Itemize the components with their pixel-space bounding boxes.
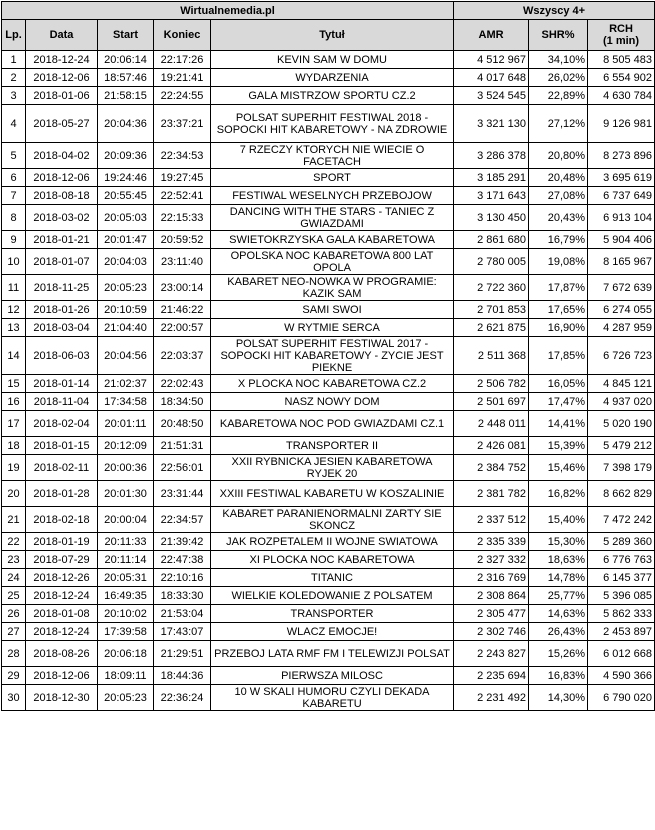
row-lp: 7 bbox=[2, 187, 26, 205]
row-title: W RYTMIE SERCA bbox=[211, 319, 454, 337]
row-end: 22:47:38 bbox=[154, 551, 211, 569]
row-end: 20:48:50 bbox=[154, 411, 211, 437]
row-amr: 2 511 368 bbox=[454, 337, 529, 375]
row-lp: 16 bbox=[2, 393, 26, 411]
row-title: TITANIC bbox=[211, 569, 454, 587]
row-date: 2018-12-06 bbox=[26, 667, 98, 685]
row-shr: 14,78% bbox=[529, 569, 588, 587]
table-row bbox=[2, 605, 655, 623]
row-end: 18:34:50 bbox=[154, 393, 211, 411]
row-title: SPORT bbox=[211, 169, 454, 187]
table-row bbox=[2, 551, 655, 569]
table-row bbox=[2, 455, 655, 481]
row-shr: 17,47% bbox=[529, 393, 588, 411]
row-end: 22:17:26 bbox=[154, 51, 211, 69]
table-row bbox=[2, 51, 655, 69]
row-title: KABARETOWA NOC POD GWIAZDAMI CZ.1 bbox=[211, 411, 454, 437]
row-amr: 2 384 752 bbox=[454, 455, 529, 481]
table-row bbox=[2, 641, 655, 667]
col-start: Start bbox=[98, 20, 154, 51]
table-row bbox=[2, 507, 655, 533]
row-lp: 3 bbox=[2, 87, 26, 105]
row-amr: 2 501 697 bbox=[454, 393, 529, 411]
row-title: 10 W SKALI HUMORU CZYLI DEKADA KABARETU bbox=[211, 685, 454, 711]
row-shr: 16,05% bbox=[529, 375, 588, 393]
row-end: 21:39:42 bbox=[154, 533, 211, 551]
row-date: 2018-05-27 bbox=[26, 105, 98, 143]
row-start: 20:06:14 bbox=[98, 51, 154, 69]
row-shr: 15,30% bbox=[529, 533, 588, 551]
row-rch: 7 672 639 bbox=[588, 275, 655, 301]
row-title: X PLOCKA NOC KABARETOWA CZ.2 bbox=[211, 375, 454, 393]
row-end: 18:33:30 bbox=[154, 587, 211, 605]
row-start: 20:01:11 bbox=[98, 411, 154, 437]
row-date: 2018-01-07 bbox=[26, 249, 98, 275]
table-row bbox=[2, 301, 655, 319]
row-shr: 17,87% bbox=[529, 275, 588, 301]
row-date: 2018-02-04 bbox=[26, 411, 98, 437]
row-shr: 27,08% bbox=[529, 187, 588, 205]
row-rch: 8 273 896 bbox=[588, 143, 655, 169]
row-amr: 3 171 643 bbox=[454, 187, 529, 205]
row-rch: 6 913 104 bbox=[588, 205, 655, 231]
row-start: 20:04:56 bbox=[98, 337, 154, 375]
row-amr: 3 185 291 bbox=[454, 169, 529, 187]
row-start: 20:05:31 bbox=[98, 569, 154, 587]
row-date: 2018-04-02 bbox=[26, 143, 98, 169]
table-row bbox=[2, 337, 655, 375]
row-date: 2018-06-03 bbox=[26, 337, 98, 375]
row-amr: 2 701 853 bbox=[454, 301, 529, 319]
row-lp: 12 bbox=[2, 301, 26, 319]
row-start: 20:10:59 bbox=[98, 301, 154, 319]
row-start: 20:04:36 bbox=[98, 105, 154, 143]
row-amr: 2 243 827 bbox=[454, 641, 529, 667]
row-lp: 8 bbox=[2, 205, 26, 231]
row-rch: 5 479 212 bbox=[588, 437, 655, 455]
row-date: 2018-12-30 bbox=[26, 685, 98, 711]
row-date: 2018-12-24 bbox=[26, 623, 98, 641]
row-amr: 2 327 332 bbox=[454, 551, 529, 569]
row-rch: 5 396 085 bbox=[588, 587, 655, 605]
row-date: 2018-01-28 bbox=[26, 481, 98, 507]
row-amr: 3 524 545 bbox=[454, 87, 529, 105]
row-date: 2018-12-24 bbox=[26, 587, 98, 605]
row-lp: 13 bbox=[2, 319, 26, 337]
col-rch-sub: (1 min) bbox=[603, 35, 640, 47]
row-title: POLSAT SUPERHIT FESTIWAL 2018 - SOPOCKI HIT KABARETOWY - NA ZDROWIE bbox=[211, 105, 454, 143]
row-date: 2018-01-14 bbox=[26, 375, 98, 393]
table-row bbox=[2, 393, 655, 411]
row-date: 2018-12-26 bbox=[26, 569, 98, 587]
row-lp: 18 bbox=[2, 437, 26, 455]
row-shr: 16,83% bbox=[529, 667, 588, 685]
table-row bbox=[2, 169, 655, 187]
row-date: 2018-12-06 bbox=[26, 69, 98, 87]
row-end: 23:00:14 bbox=[154, 275, 211, 301]
row-start: 20:01:30 bbox=[98, 481, 154, 507]
row-title: TRANSPORTER II bbox=[211, 437, 454, 455]
row-lp: 5 bbox=[2, 143, 26, 169]
row-amr: 2 780 005 bbox=[454, 249, 529, 275]
header-row-top bbox=[2, 2, 655, 20]
row-end: 22:02:43 bbox=[154, 375, 211, 393]
row-title: DANCING WITH THE STARS - TANIEC Z GWIAZDAMI bbox=[211, 205, 454, 231]
row-date: 2018-03-04 bbox=[26, 319, 98, 337]
row-title: GALA MISTRZOW SPORTU CZ.2 bbox=[211, 87, 454, 105]
row-shr: 14,41% bbox=[529, 411, 588, 437]
row-title: WIELKIE KOLEDOWANIE Z POLSATEM bbox=[211, 587, 454, 605]
row-start: 20:11:14 bbox=[98, 551, 154, 569]
row-date: 2018-03-02 bbox=[26, 205, 98, 231]
table-row bbox=[2, 187, 655, 205]
row-date: 2018-08-26 bbox=[26, 641, 98, 667]
row-rch: 2 453 897 bbox=[588, 623, 655, 641]
row-lp: 1 bbox=[2, 51, 26, 69]
row-end: 22:24:55 bbox=[154, 87, 211, 105]
row-amr: 2 305 477 bbox=[454, 605, 529, 623]
row-shr: 17,65% bbox=[529, 301, 588, 319]
row-shr: 20,48% bbox=[529, 169, 588, 187]
row-amr: 2 335 339 bbox=[454, 533, 529, 551]
row-shr: 14,30% bbox=[529, 685, 588, 711]
row-amr: 4 017 648 bbox=[454, 69, 529, 87]
row-shr: 15,40% bbox=[529, 507, 588, 533]
row-end: 19:21:41 bbox=[154, 69, 211, 87]
table-row bbox=[2, 569, 655, 587]
col-shr: SHR% bbox=[529, 20, 588, 51]
row-rch: 6 790 020 bbox=[588, 685, 655, 711]
row-title: PRZEBOJ LATA RMF FM I TELEWIZJI POLSAT bbox=[211, 641, 454, 667]
row-rch: 8 662 829 bbox=[588, 481, 655, 507]
row-rch: 5 904 406 bbox=[588, 231, 655, 249]
row-lp: 22 bbox=[2, 533, 26, 551]
row-rch: 4 630 784 bbox=[588, 87, 655, 105]
row-date: 2018-01-06 bbox=[26, 87, 98, 105]
row-end: 22:36:24 bbox=[154, 685, 211, 711]
ratings-table bbox=[1, 1, 655, 711]
row-rch: 5 289 360 bbox=[588, 533, 655, 551]
row-lp: 26 bbox=[2, 605, 26, 623]
col-date: Data bbox=[26, 20, 98, 51]
row-shr: 27,12% bbox=[529, 105, 588, 143]
row-amr: 2 235 694 bbox=[454, 667, 529, 685]
row-rch: 6 012 668 bbox=[588, 641, 655, 667]
row-end: 19:27:45 bbox=[154, 169, 211, 187]
row-date: 2018-01-19 bbox=[26, 533, 98, 551]
row-end: 20:59:52 bbox=[154, 231, 211, 249]
row-date: 2018-02-18 bbox=[26, 507, 98, 533]
row-shr: 14,63% bbox=[529, 605, 588, 623]
row-start: 20:05:03 bbox=[98, 205, 154, 231]
table-row bbox=[2, 481, 655, 507]
row-lp: 6 bbox=[2, 169, 26, 187]
row-date: 2018-12-24 bbox=[26, 51, 98, 69]
row-shr: 16,82% bbox=[529, 481, 588, 507]
row-title: KABARET NEO-NOWKA W PROGRAMIE: KAZIK SAM bbox=[211, 275, 454, 301]
row-rch: 6 776 763 bbox=[588, 551, 655, 569]
row-end: 22:15:33 bbox=[154, 205, 211, 231]
row-end: 22:03:37 bbox=[154, 337, 211, 375]
row-rch: 5 020 190 bbox=[588, 411, 655, 437]
row-end: 22:56:01 bbox=[154, 455, 211, 481]
col-lp: Lp. bbox=[2, 20, 26, 51]
row-lp: 25 bbox=[2, 587, 26, 605]
col-title: Tytuł bbox=[211, 20, 454, 51]
table-row bbox=[2, 685, 655, 711]
row-rch: 6 274 055 bbox=[588, 301, 655, 319]
row-amr: 2 308 864 bbox=[454, 587, 529, 605]
row-shr: 17,85% bbox=[529, 337, 588, 375]
row-shr: 34,10% bbox=[529, 51, 588, 69]
row-lp: 28 bbox=[2, 641, 26, 667]
table-row bbox=[2, 105, 655, 143]
row-title: TRANSPORTER bbox=[211, 605, 454, 623]
row-shr: 20,43% bbox=[529, 205, 588, 231]
row-shr: 20,80% bbox=[529, 143, 588, 169]
row-amr: 2 231 492 bbox=[454, 685, 529, 711]
row-rch: 4 937 020 bbox=[588, 393, 655, 411]
table-row bbox=[2, 623, 655, 641]
row-start: 20:10:02 bbox=[98, 605, 154, 623]
table-row bbox=[2, 69, 655, 87]
row-lp: 2 bbox=[2, 69, 26, 87]
row-end: 21:53:04 bbox=[154, 605, 211, 623]
row-amr: 2 861 680 bbox=[454, 231, 529, 249]
table-row bbox=[2, 437, 655, 455]
row-end: 18:44:36 bbox=[154, 667, 211, 685]
row-rch: 4 590 366 bbox=[588, 667, 655, 685]
row-title: XI PLOCKA NOC KABARETOWA bbox=[211, 551, 454, 569]
source-header: Wirtualnemedia.pl bbox=[2, 2, 454, 20]
row-start: 17:39:58 bbox=[98, 623, 154, 641]
row-amr: 3 321 130 bbox=[454, 105, 529, 143]
row-shr: 26,43% bbox=[529, 623, 588, 641]
row-end: 22:00:57 bbox=[154, 319, 211, 337]
row-shr: 18,63% bbox=[529, 551, 588, 569]
row-shr: 19,08% bbox=[529, 249, 588, 275]
row-rch: 7 472 242 bbox=[588, 507, 655, 533]
row-shr: 15,39% bbox=[529, 437, 588, 455]
row-lp: 4 bbox=[2, 105, 26, 143]
row-amr: 2 381 782 bbox=[454, 481, 529, 507]
row-end: 17:43:07 bbox=[154, 623, 211, 641]
row-start: 19:24:46 bbox=[98, 169, 154, 187]
row-start: 16:49:35 bbox=[98, 587, 154, 605]
row-date: 2018-12-06 bbox=[26, 169, 98, 187]
header-row-columns bbox=[2, 20, 655, 51]
table-row bbox=[2, 205, 655, 231]
row-rch: 3 695 619 bbox=[588, 169, 655, 187]
row-lp: 27 bbox=[2, 623, 26, 641]
row-lp: 19 bbox=[2, 455, 26, 481]
row-shr: 25,77% bbox=[529, 587, 588, 605]
row-start: 20:12:09 bbox=[98, 437, 154, 455]
table-body bbox=[2, 51, 655, 711]
row-rch: 6 726 723 bbox=[588, 337, 655, 375]
table-row bbox=[2, 533, 655, 551]
row-start: 20:06:18 bbox=[98, 641, 154, 667]
row-amr: 2 337 512 bbox=[454, 507, 529, 533]
row-end: 22:10:16 bbox=[154, 569, 211, 587]
row-lp: 21 bbox=[2, 507, 26, 533]
row-lp: 14 bbox=[2, 337, 26, 375]
row-rch: 8 505 483 bbox=[588, 51, 655, 69]
row-title: KABARET PARANIENORMALNI ZARTY SIE SKONCZ bbox=[211, 507, 454, 533]
row-title: KEVIN SAM W DOMU bbox=[211, 51, 454, 69]
row-rch: 9 126 981 bbox=[588, 105, 655, 143]
row-rch: 8 165 967 bbox=[588, 249, 655, 275]
table-row bbox=[2, 411, 655, 437]
row-title: FESTIWAL WESELNYCH PRZEBOJOW bbox=[211, 187, 454, 205]
row-lp: 11 bbox=[2, 275, 26, 301]
row-start: 18:57:46 bbox=[98, 69, 154, 87]
col-end: Koniec bbox=[154, 20, 211, 51]
row-date: 2018-07-29 bbox=[26, 551, 98, 569]
row-title: XXII RYBNICKA JESIEN KABARETOWA RYJEK 20 bbox=[211, 455, 454, 481]
row-title: 7 RZECZY KTORYCH NIE WIECIE O FACETACH bbox=[211, 143, 454, 169]
row-rch: 6 554 902 bbox=[588, 69, 655, 87]
row-title: SWIETOKRZYSKA GALA KABARETOWA bbox=[211, 231, 454, 249]
row-amr: 3 286 378 bbox=[454, 143, 529, 169]
row-amr: 2 302 746 bbox=[454, 623, 529, 641]
row-start: 21:02:37 bbox=[98, 375, 154, 393]
row-start: 18:09:11 bbox=[98, 667, 154, 685]
row-start: 20:00:36 bbox=[98, 455, 154, 481]
row-end: 23:37:21 bbox=[154, 105, 211, 143]
row-date: 2018-01-26 bbox=[26, 301, 98, 319]
row-lp: 24 bbox=[2, 569, 26, 587]
row-rch: 4 845 121 bbox=[588, 375, 655, 393]
row-amr: 2 448 011 bbox=[454, 411, 529, 437]
col-rch bbox=[588, 20, 655, 51]
table-row bbox=[2, 143, 655, 169]
row-end: 22:34:53 bbox=[154, 143, 211, 169]
table-row bbox=[2, 87, 655, 105]
row-rch: 5 862 333 bbox=[588, 605, 655, 623]
row-title: XXIII FESTIWAL KABARETU W KOSZALINIE bbox=[211, 481, 454, 507]
row-start: 21:04:40 bbox=[98, 319, 154, 337]
row-start: 20:55:45 bbox=[98, 187, 154, 205]
table-row bbox=[2, 667, 655, 685]
row-shr: 16,79% bbox=[529, 231, 588, 249]
row-end: 21:51:31 bbox=[154, 437, 211, 455]
row-amr: 3 130 450 bbox=[454, 205, 529, 231]
row-rch: 6 737 649 bbox=[588, 187, 655, 205]
row-lp: 10 bbox=[2, 249, 26, 275]
table-row bbox=[2, 231, 655, 249]
row-title: PIERWSZA MILOSC bbox=[211, 667, 454, 685]
row-title: JAK ROZPETALEM II WOJNE SWIATOWA bbox=[211, 533, 454, 551]
table-row bbox=[2, 275, 655, 301]
row-date: 2018-08-18 bbox=[26, 187, 98, 205]
row-start: 20:05:23 bbox=[98, 685, 154, 711]
row-title: SAMI SWOI bbox=[211, 301, 454, 319]
row-start: 20:01:47 bbox=[98, 231, 154, 249]
row-amr: 4 512 967 bbox=[454, 51, 529, 69]
row-date: 2018-11-25 bbox=[26, 275, 98, 301]
row-end: 23:11:40 bbox=[154, 249, 211, 275]
row-date: 2018-11-04 bbox=[26, 393, 98, 411]
row-amr: 2 316 769 bbox=[454, 569, 529, 587]
row-lp: 30 bbox=[2, 685, 26, 711]
row-lp: 29 bbox=[2, 667, 26, 685]
row-end: 23:31:44 bbox=[154, 481, 211, 507]
row-end: 21:46:22 bbox=[154, 301, 211, 319]
row-title: WYDARZENIA bbox=[211, 69, 454, 87]
row-shr: 26,02% bbox=[529, 69, 588, 87]
row-lp: 23 bbox=[2, 551, 26, 569]
row-shr: 16,90% bbox=[529, 319, 588, 337]
row-shr: 15,46% bbox=[529, 455, 588, 481]
row-amr: 2 621 875 bbox=[454, 319, 529, 337]
table-row bbox=[2, 587, 655, 605]
row-start: 20:11:33 bbox=[98, 533, 154, 551]
row-date: 2018-01-15 bbox=[26, 437, 98, 455]
row-start: 21:58:15 bbox=[98, 87, 154, 105]
row-start: 20:00:04 bbox=[98, 507, 154, 533]
row-end: 22:52:41 bbox=[154, 187, 211, 205]
row-date: 2018-01-21 bbox=[26, 231, 98, 249]
row-lp: 20 bbox=[2, 481, 26, 507]
row-shr: 15,26% bbox=[529, 641, 588, 667]
row-title: WLACZ EMOCJE! bbox=[211, 623, 454, 641]
col-amr: AMR bbox=[454, 20, 529, 51]
row-rch: 6 145 377 bbox=[588, 569, 655, 587]
row-start: 20:04:03 bbox=[98, 249, 154, 275]
row-start: 20:05:23 bbox=[98, 275, 154, 301]
row-shr: 22,89% bbox=[529, 87, 588, 105]
row-amr: 2 506 782 bbox=[454, 375, 529, 393]
row-lp: 15 bbox=[2, 375, 26, 393]
row-end: 22:34:57 bbox=[154, 507, 211, 533]
row-rch: 7 398 179 bbox=[588, 455, 655, 481]
table-row bbox=[2, 375, 655, 393]
row-amr: 2 722 360 bbox=[454, 275, 529, 301]
row-lp: 17 bbox=[2, 411, 26, 437]
row-title: NASZ NOWY DOM bbox=[211, 393, 454, 411]
row-title: OPOLSKA NOC KABARETOWA 800 LAT OPOLA bbox=[211, 249, 454, 275]
row-lp: 9 bbox=[2, 231, 26, 249]
row-date: 2018-02-11 bbox=[26, 455, 98, 481]
row-title: POLSAT SUPERHIT FESTIWAL 2017 - SOPOCKI HIT KABARETOWY - ZYCIE JEST PIEKNE bbox=[211, 337, 454, 375]
row-amr: 2 426 081 bbox=[454, 437, 529, 455]
row-start: 17:34:58 bbox=[98, 393, 154, 411]
table-row bbox=[2, 249, 655, 275]
col-rch-label: RCH bbox=[609, 23, 633, 35]
group-header: Wszyscy 4+ bbox=[454, 2, 655, 20]
row-start: 20:09:36 bbox=[98, 143, 154, 169]
row-rch: 4 287 959 bbox=[588, 319, 655, 337]
row-date: 2018-01-08 bbox=[26, 605, 98, 623]
row-end: 21:29:51 bbox=[154, 641, 211, 667]
table-row bbox=[2, 319, 655, 337]
